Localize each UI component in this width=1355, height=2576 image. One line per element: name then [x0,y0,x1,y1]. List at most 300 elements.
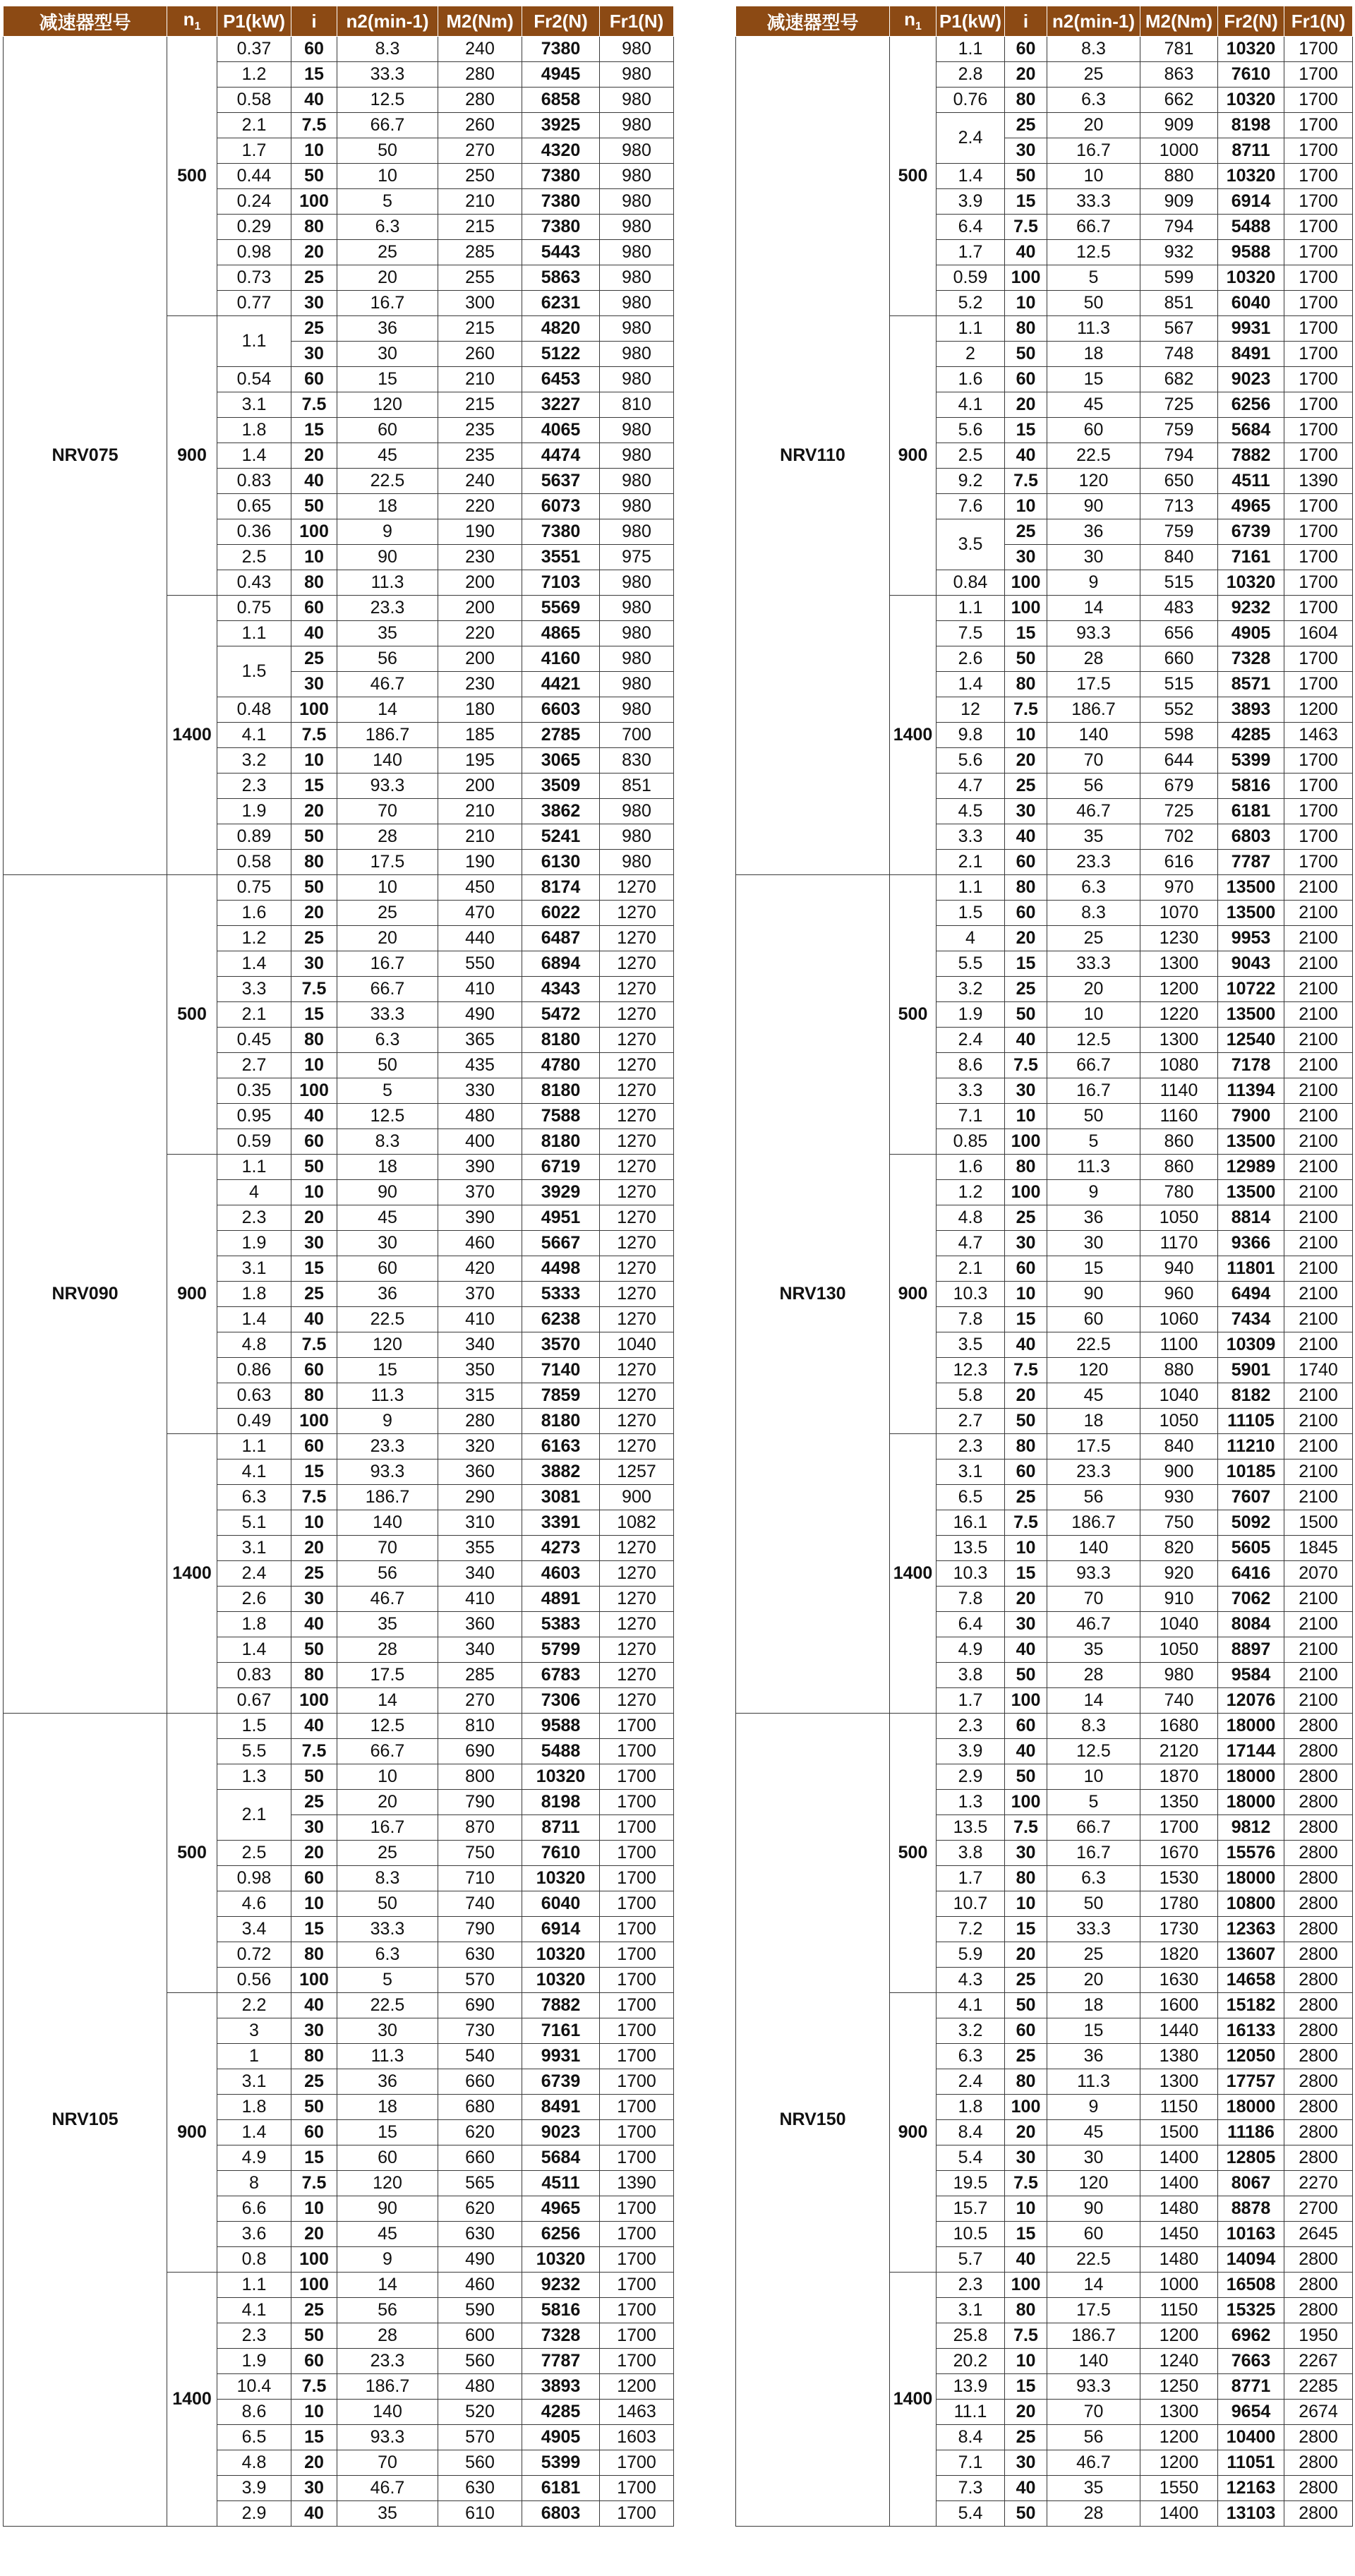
ratio-cell: 50 [1005,1663,1047,1688]
m2-cell: 235 [438,443,522,469]
fr1-cell: 980 [600,164,674,189]
m2-cell: 748 [1140,342,1218,367]
p1-cell: 4.7 [937,1231,1005,1256]
ratio-cell: 15 [291,2425,337,2450]
p1-cell: 3.2 [937,2018,1005,2044]
n2-cell: 50 [1047,1104,1140,1129]
m2-cell: 682 [1140,367,1218,392]
p1-cell: 2.6 [937,646,1005,672]
n2-cell: 15 [337,367,438,392]
ratio-cell: 10 [1005,1282,1047,1307]
m2-cell: 656 [1140,621,1218,646]
ratio-cell: 10 [291,545,337,570]
fr2-cell: 4320 [522,138,600,164]
fr2-cell: 6238 [522,1307,600,1332]
n2-cell: 36 [1047,1205,1140,1231]
n2-cell: 66.7 [1047,215,1140,240]
fr1-cell: 1700 [1284,215,1353,240]
m2-cell: 240 [438,37,522,62]
n2-cell: 17.5 [1047,2298,1140,2323]
ratio-cell: 100 [1005,596,1047,621]
ratio-cell: 40 [1005,1637,1047,1663]
m2-cell: 280 [438,88,522,113]
p1-cell: 2.3 [937,2273,1005,2298]
p1-cell: 2.3 [937,1714,1005,1739]
fr1-cell: 1700 [1284,545,1353,570]
fr2-cell: 12050 [1218,2044,1284,2069]
col-header-n1-label: n [904,8,915,30]
p1-cell: 2.4 [937,2069,1005,2095]
n2-cell: 60 [337,2145,438,2171]
n2-cell: 30 [337,1231,438,1256]
ratio-cell: 30 [1005,1841,1047,1866]
fr1-cell: 2800 [1284,1942,1353,1968]
p1-cell: 0.8 [217,2247,291,2273]
n1-cell: 500 [167,37,217,316]
p1-cell: 4.1 [937,392,1005,418]
m2-cell: 750 [438,1841,522,1866]
n2-cell: 36 [1047,519,1140,545]
n2-cell: 17.5 [337,1663,438,1688]
m2-cell: 610 [438,2501,522,2527]
ratio-cell: 20 [1005,748,1047,774]
m2-cell: 210 [438,799,522,824]
ratio-cell: 80 [291,2044,337,2069]
p1-cell: 5.4 [937,2145,1005,2171]
m2-cell: 860 [1140,1155,1218,1180]
m2-cell: 794 [1140,215,1218,240]
p1-cell: 0.54 [217,367,291,392]
ratio-cell: 20 [291,1205,337,1231]
p1-cell: 3.6 [217,2222,291,2247]
n2-cell: 14 [337,697,438,723]
fr1-cell: 1700 [600,2120,674,2145]
n2-cell: 22.5 [337,469,438,494]
fr1-cell: 2070 [1284,1561,1353,1587]
fr1-cell: 2100 [1284,1332,1353,1358]
p1-cell: 1.1 [217,316,291,367]
fr2-cell: 13103 [1218,2501,1284,2527]
n2-cell: 60 [1047,2222,1140,2247]
m2-cell: 1680 [1140,1714,1218,1739]
fr2-cell: 5383 [522,1612,600,1637]
ratio-cell: 50 [291,2323,337,2349]
fr2-cell: 5569 [522,596,600,621]
p1-cell: 1.4 [217,2120,291,2145]
fr1-cell: 1700 [1284,240,1353,265]
fr2-cell: 5637 [522,469,600,494]
fr1-cell: 2100 [1284,926,1353,951]
ratio-cell: 40 [291,1993,337,2018]
n2-cell: 16.7 [337,291,438,316]
n2-cell: 33.3 [337,62,438,88]
fr1-cell: 2100 [1284,977,1353,1002]
n2-cell: 28 [337,2323,438,2349]
ratio-cell: 7.5 [1005,2171,1047,2196]
model-cell: NRV130 [736,875,890,1714]
m2-cell: 480 [438,1104,522,1129]
p1-cell: 0.65 [217,494,291,519]
m2-cell: 630 [438,1942,522,1968]
fr2-cell: 4603 [522,1561,600,1587]
fr2-cell: 10320 [522,2247,600,2273]
fr1-cell: 1700 [1284,138,1353,164]
ratio-cell: 40 [291,1307,337,1332]
fr2-cell: 9812 [1218,1815,1284,1841]
n2-cell: 70 [337,1536,438,1561]
n2-cell: 22.5 [337,1307,438,1332]
p1-cell: 1.3 [217,1764,291,1790]
fr1-cell: 1700 [600,1790,674,1815]
n2-cell: 186.7 [337,1485,438,1510]
p1-cell: 0.98 [217,240,291,265]
p1-cell: 8.6 [937,1053,1005,1078]
ratio-cell: 15 [291,418,337,443]
ratio-cell: 60 [291,1129,337,1155]
p1-cell: 4.9 [937,1637,1005,1663]
m2-cell: 520 [438,2400,522,2425]
fr2-cell: 5816 [522,2298,600,2323]
fr1-cell: 1700 [600,1841,674,1866]
fr1-cell: 2100 [1284,1256,1353,1282]
fr2-cell: 10722 [1218,977,1284,1002]
n2-cell: 66.7 [337,977,438,1002]
fr2-cell: 8180 [522,1078,600,1104]
fr2-cell: 7607 [1218,1485,1284,1510]
n2-cell: 16.7 [337,1815,438,1841]
fr2-cell: 8180 [522,1129,600,1155]
spec-table-body [736,37,1353,2527]
ratio-cell: 50 [1005,1409,1047,1434]
n2-cell: 15 [1047,2018,1140,2044]
n2-cell: 17.5 [1047,1434,1140,1459]
n2-cell: 46.7 [1047,799,1140,824]
n2-cell: 45 [337,1205,438,1231]
fr2-cell: 4065 [522,418,600,443]
p1-cell: 8.6 [217,2400,291,2425]
ratio-cell: 7.5 [1005,469,1047,494]
m2-cell: 781 [1140,37,1218,62]
fr1-cell: 1200 [600,2374,674,2400]
m2-cell: 1400 [1140,2501,1218,2527]
p1-cell: 9.8 [937,723,1005,748]
fr2-cell: 9584 [1218,1663,1284,1688]
n2-cell: 9 [1047,1180,1140,1205]
n2-cell: 11.3 [1047,2069,1140,2095]
m2-cell: 210 [438,367,522,392]
p1-cell: 0.45 [217,1028,291,1053]
fr1-cell: 2270 [1284,2171,1353,2196]
fr1-cell: 1700 [600,1891,674,1917]
p1-cell: 2.3 [217,1205,291,1231]
ratio-cell: 25 [291,926,337,951]
n2-cell: 25 [1047,1942,1140,1968]
m2-cell: 1600 [1140,1993,1218,2018]
n2-cell: 186.7 [1047,1510,1140,1536]
p1-cell: 1.4 [937,672,1005,697]
p1-cell: 0.76 [937,88,1005,113]
n2-cell: 14 [1047,2273,1140,2298]
model-cell: NRV110 [736,37,890,875]
n2-cell: 20 [1047,977,1140,1002]
m2-cell: 230 [438,672,522,697]
ratio-cell: 100 [1005,1129,1047,1155]
p1-cell: 4.1 [937,1993,1005,2018]
ratio-cell: 20 [291,901,337,926]
fr2-cell: 8491 [1218,342,1284,367]
m2-cell: 410 [438,977,522,1002]
fr1-cell: 1700 [1284,164,1353,189]
m2-cell: 440 [438,926,522,951]
fr1-cell: 980 [600,799,674,824]
n2-cell: 17.5 [1047,672,1140,697]
ratio-cell: 25 [1005,1485,1047,1510]
n2-cell: 25 [337,1841,438,1866]
fr1-cell: 2100 [1284,1282,1353,1307]
n2-cell: 5 [337,1968,438,1993]
n2-cell: 90 [337,545,438,570]
ratio-cell: 25 [1005,774,1047,799]
n2-cell: 28 [1047,1663,1140,1688]
m2-cell: 980 [1140,1663,1218,1688]
m2-cell: 660 [438,2069,522,2095]
n2-cell: 35 [1047,1637,1140,1663]
ratio-cell: 100 [1005,1790,1047,1815]
m2-cell: 794 [1140,443,1218,469]
fr2-cell: 8182 [1218,1383,1284,1409]
p1-cell: 1.6 [217,901,291,926]
fr2-cell: 6181 [522,2476,600,2501]
ratio-cell: 100 [1005,570,1047,596]
fr1-cell: 1700 [1284,672,1353,697]
ratio-cell: 7.5 [291,2171,337,2196]
fr2-cell: 10320 [1218,37,1284,62]
p1-cell: 1.8 [217,418,291,443]
m2-cell: 1300 [1140,1028,1218,1053]
fr1-cell: 980 [600,697,674,723]
p1-cell: 1.7 [217,138,291,164]
col-header-model: 减速器型号 [736,6,890,37]
m2-cell: 840 [1140,545,1218,570]
ratio-cell: 80 [1005,1866,1047,1891]
fr1-cell: 2800 [1284,1739,1353,1764]
p1-cell: 4.1 [217,723,291,748]
fr1-cell: 1700 [1284,799,1353,824]
ratio-cell: 40 [1005,1739,1047,1764]
fr1-cell: 1270 [600,1205,674,1231]
ratio-cell: 7.5 [1005,2323,1047,2349]
fr2-cell: 4498 [522,1256,600,1282]
ratio-cell: 60 [1005,2018,1047,2044]
m2-cell: 490 [438,2247,522,2273]
ratio-cell: 80 [291,215,337,240]
ratio-cell: 30 [291,1231,337,1256]
fr2-cell: 7328 [522,2323,600,2349]
ratio-cell: 10 [291,138,337,164]
ratio-cell: 50 [1005,342,1047,367]
fr2-cell: 6894 [522,951,600,977]
m2-cell: 810 [438,1714,522,1739]
fr2-cell: 9043 [1218,951,1284,977]
col-header-n1-sub: 1 [915,20,922,33]
ratio-cell: 80 [291,1028,337,1053]
col-header-m2: M2(Nm) [438,6,522,37]
fr1-cell: 2800 [1284,1968,1353,1993]
m2-cell: 620 [438,2196,522,2222]
fr1-cell: 980 [600,469,674,494]
fr1-cell: 1270 [600,1129,674,1155]
p1-cell: 3.9 [937,1739,1005,1764]
p1-cell: 3.8 [937,1841,1005,1866]
ratio-cell: 50 [291,494,337,519]
p1-cell: 2.4 [937,1028,1005,1053]
m2-cell: 690 [438,1993,522,2018]
col-header-n1 [890,6,937,37]
m2-cell: 1530 [1140,1866,1218,1891]
ratio-cell: 10 [291,1510,337,1536]
fr1-cell: 2100 [1284,1053,1353,1078]
p1-cell: 5.5 [217,1739,291,1764]
fr1-cell: 2100 [1284,1637,1353,1663]
ratio-cell: 100 [291,1409,337,1434]
fr1-cell: 2285 [1284,2374,1353,2400]
ratio-cell: 25 [1005,977,1047,1002]
m2-cell: 1150 [1140,2095,1218,2120]
n2-cell: 16.7 [1047,1841,1140,1866]
n2-cell: 36 [337,316,438,342]
ratio-cell: 15 [1005,621,1047,646]
ratio-cell: 7.5 [1005,1358,1047,1383]
n2-cell: 36 [337,2069,438,2095]
p1-cell: 2.1 [937,850,1005,875]
m2-cell: 616 [1140,850,1218,875]
m2-cell: 780 [1140,1180,1218,1205]
n2-cell: 56 [1047,2425,1140,2450]
fr1-cell: 2100 [1284,1485,1353,1510]
m2-cell: 490 [438,1002,522,1028]
m2-cell: 960 [1140,1282,1218,1307]
n2-cell: 8.3 [337,1129,438,1155]
p1-cell: 1 [217,2044,291,2069]
n2-cell: 9 [337,519,438,545]
fr2-cell: 5333 [522,1282,600,1307]
m2-cell: 540 [438,2044,522,2069]
ratio-cell: 15 [291,1002,337,1028]
n2-cell: 16.7 [1047,1078,1140,1104]
m2-cell: 1400 [1140,2145,1218,2171]
fr1-cell: 1700 [1284,367,1353,392]
fr2-cell: 7882 [1218,443,1284,469]
ratio-cell: 7.5 [291,723,337,748]
fr2-cell: 7140 [522,1358,600,1383]
m2-cell: 840 [1140,1434,1218,1459]
fr1-cell: 1700 [1284,37,1353,62]
ratio-cell: 50 [1005,646,1047,672]
p1-cell: 0.44 [217,164,291,189]
n2-cell: 6.3 [1047,88,1140,113]
p1-cell: 0.73 [217,265,291,291]
p1-cell: 1.1 [217,2273,291,2298]
n2-cell: 70 [1047,2400,1140,2425]
p1-cell: 7.1 [937,2450,1005,2476]
fr2-cell: 8771 [1218,2374,1284,2400]
n2-cell: 66.7 [337,113,438,138]
col-header-model: 减速器型号 [4,6,167,37]
fr2-cell: 8711 [522,1815,600,1841]
n2-cell: 140 [1047,723,1140,748]
m2-cell: 630 [438,2222,522,2247]
fr2-cell: 6803 [1218,824,1284,850]
fr1-cell: 1700 [1284,850,1353,875]
ratio-cell: 7.5 [1005,1510,1047,1536]
m2-cell: 185 [438,723,522,748]
n2-cell: 16.7 [337,951,438,977]
n2-cell: 9 [1047,2095,1140,2120]
m2-cell: 620 [438,2120,522,2145]
p1-cell: 1.6 [937,367,1005,392]
ratio-cell: 80 [1005,672,1047,697]
ratio-cell: 10 [1005,494,1047,519]
m2-cell: 759 [1140,418,1218,443]
fr1-cell: 1270 [600,1002,674,1028]
ratio-cell: 80 [1005,1155,1047,1180]
ratio-cell: 10 [1005,2196,1047,2222]
fr2-cell: 7380 [522,519,600,545]
p1-cell: 3.3 [217,977,291,1002]
fr2-cell: 4905 [1218,621,1284,646]
fr2-cell: 9588 [1218,240,1284,265]
m2-cell: 690 [438,1739,522,1764]
p1-cell: 0.43 [217,570,291,596]
fr1-cell: 1603 [600,2425,674,2450]
p1-cell: 2.2 [217,1993,291,2018]
fr1-cell: 1700 [600,2247,674,2273]
n2-cell: 23.3 [1047,1459,1140,1485]
n2-cell: 8.3 [1047,1714,1140,1739]
ratio-cell: 25 [291,1282,337,1307]
n1-cell: 900 [890,1993,937,2273]
ratio-cell: 30 [291,2018,337,2044]
p1-cell: 1.2 [217,62,291,88]
ratio-cell: 60 [1005,901,1047,926]
ratio-cell: 60 [1005,1256,1047,1282]
fr2-cell: 13500 [1218,901,1284,926]
n2-cell: 90 [1047,1282,1140,1307]
fr1-cell: 1700 [1284,570,1353,596]
fr2-cell: 4160 [522,646,600,672]
fr1-cell: 980 [600,367,674,392]
fr2-cell: 5488 [522,1739,600,1764]
ratio-cell: 80 [1005,88,1047,113]
col-header-n2: n2(min-1) [337,6,438,37]
p1-cell: 0.75 [217,875,291,901]
m2-cell: 470 [438,901,522,926]
p1-cell: 7.8 [937,1307,1005,1332]
m2-cell: 370 [438,1282,522,1307]
ratio-cell: 100 [291,2247,337,2273]
fr2-cell: 13607 [1218,1942,1284,1968]
ratio-cell: 25 [1005,2425,1047,2450]
ratio-cell: 80 [291,850,337,875]
p1-cell: 1.9 [217,2349,291,2374]
m2-cell: 460 [438,1231,522,1256]
fr1-cell: 1700 [600,1866,674,1891]
p1-cell: 5.5 [937,951,1005,977]
fr2-cell: 9931 [1218,316,1284,342]
n2-cell: 120 [337,2171,438,2196]
fr1-cell: 1270 [600,1078,674,1104]
p1-cell: 2.3 [217,774,291,799]
